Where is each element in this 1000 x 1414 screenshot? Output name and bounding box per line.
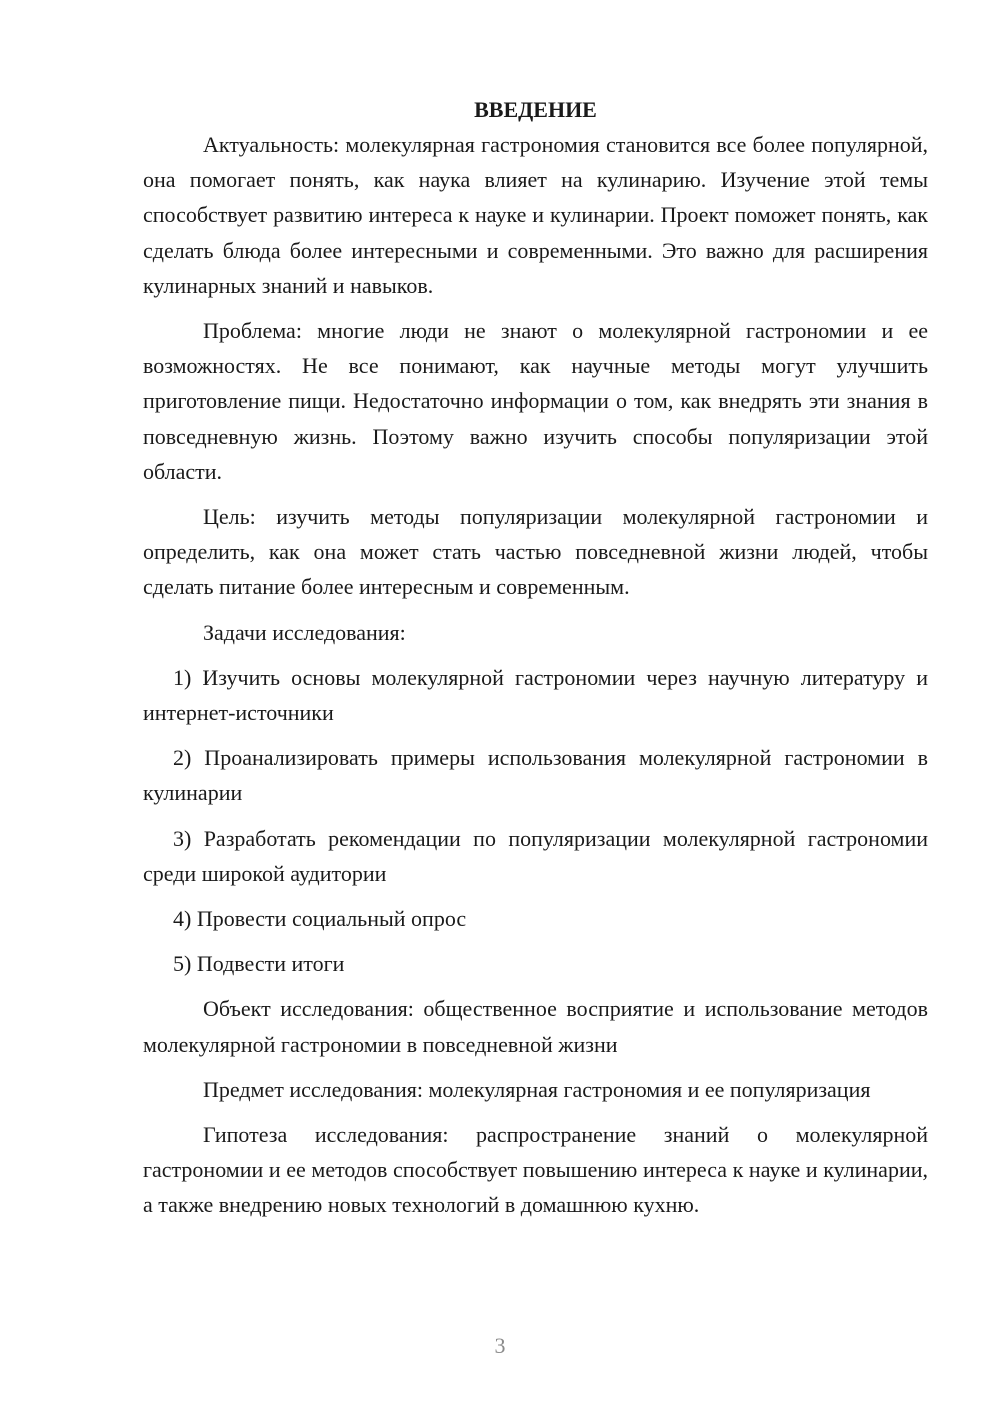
page-number: 3 [494,1333,506,1358]
tasks-heading: Задачи исследования: [203,619,406,645]
list-item: 5) Подвести итоги [173,951,345,977]
paragraph-hypothesis: Гипотеза исследования: распространение знаний о молекулярной гастрономии и ее методов способствует повышению интереса к науке и кулинарии, а также внедрению новых технологий в домашнюю кухню. [143,1122,928,1218]
list-item: 1) Изучить основы молекулярной гастрономии через научную литературу и интернет-источники [143,664,928,726]
list-item: 3) Разработать рекомендации по популяризации молекулярной гастрономии среди широкой аудитории [143,825,928,886]
paragraph-relevance: Актуальность: молекулярная гастрономия становится все более популярной, она помогает понять, как наука влияет на кулинарию. Изучение этой темы способствует развитию интереса к науке и кулинарии. Проект поможет понять, как сделать блюда более интересными и современными. Это важно для расширения кулинарных знаний и навыков. [143,132,928,298]
paragraph-problem: Проблема: многие люди не знают о молекулярной гастрономии и ее возможностях. Не все понимают, как научные методы могут улучшить приготовление пищи. Недостаточно информации о том, как внедрять эти знания в повседневную жизнь. Поэтому важно изучить способы популяризации этой области. [143,318,928,484]
tasks-list [143,660,928,982]
document-page [143,92,928,1233]
paragraph-goal: Цель: изучить методы популяризации молекулярной гастрономии и определить, как она может стать частью повседневной жизни людей, чтобы сделать питание более интересным и современным. [143,504,928,600]
list-item: 4) Провести социальный опрос [173,906,467,932]
paragraph-subject: Предмет исследования: молекулярная гастрономия и ее популяризация [203,1076,871,1102]
page-title: ВВЕДЕНИЕ [474,97,597,122]
paragraph-object: Объект исследования: общественное восприятие и использование методов молекулярной гастрономии в повседневной жизни [143,996,928,1057]
list-item: 2) Проанализировать примеры использования молекулярной гастрономии в кулинарии [143,745,928,806]
